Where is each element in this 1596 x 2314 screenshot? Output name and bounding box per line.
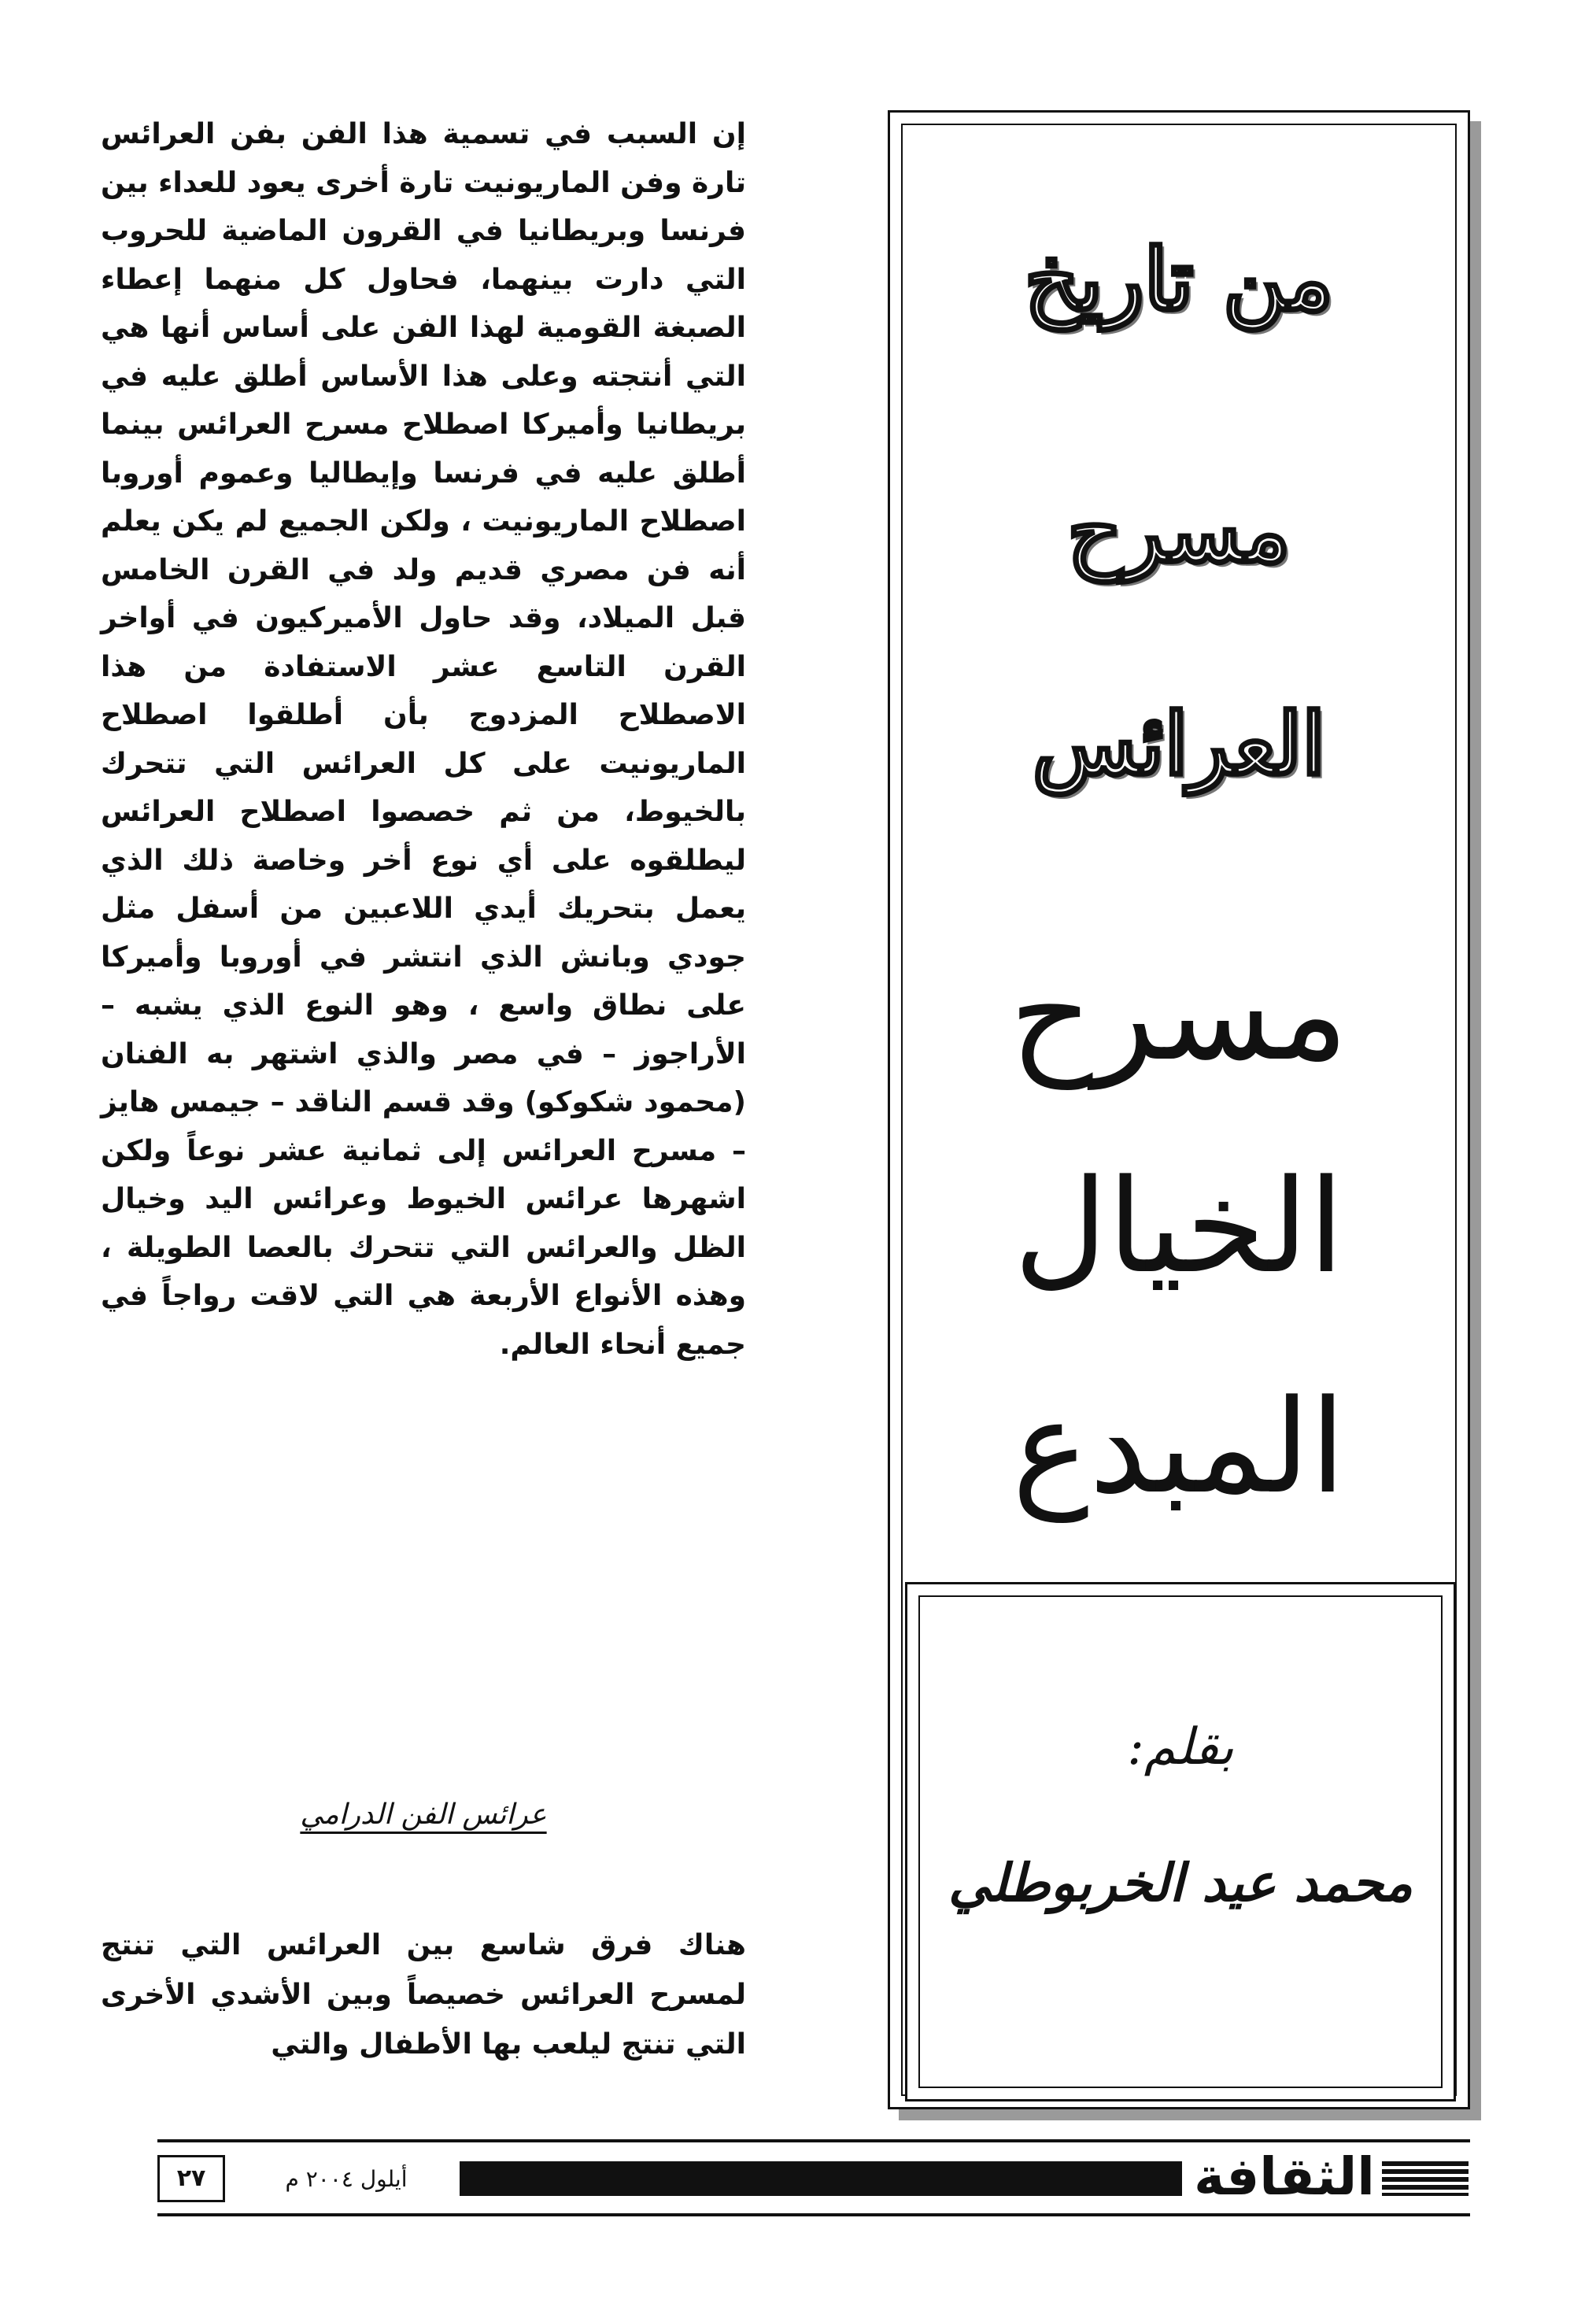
issue-date: أيلول ٢٠٠٤ م <box>285 2166 408 2192</box>
article-body <box>101 110 746 1369</box>
article-paragraph-1: إن السبب في تسمية هذا الفن بفن العرائس تارة وفن الماريونيت تارة أخرى يعود للعداء بين فرنسا وبريطانيا في القرون الماضية للحروب التي دارت بينهما، فحاول كل منهما إعطاء الصبغة القومية لهذا الفن على أساس أنها هي التي أنتجته وعلى هذا الأساس أطلق عليه في بريطانيا وأميركا اصطلاح مسرح العرائس بينما أطلق عليه في فرنسا وإيطاليا وعموم أوروبا اصطلاح الماريونيت ، ولكن الجميع لم يكن يعلم أنه فن مصري قديم ولد في القرن الخامس قبل الميلاد، وقد حاول الأميركيون في أواخر القرن التاسع عشر الاستفادة من هذا الاصطلاح المزدوج بأن أطلقوا اصطلاح الماريونيت على كل العرائس التي تتحرك بالخيوط، من ثم خصصوا اصطلاح العرائس ليطلقوه على أي نوع أخر وخاصة ذلك الذي يعمل بتحريك أيدي اللاعبين من أسفل مثل جودي وبانش الذي انتشر في أوروبا وأميركا على نطاق واسع ، وهو النوع الذي يشبه – الأراجوز – في مصر والذي اشتهر به الفنان (محمود شكوكو) وقد قسم الناقد – جيمس هايز – مسرح العرائس إلى ثمانية عشر نوعاً ولكن اشهرها عرائس الخيوط وعرائس اليد وخيال الظل والعرائس التي تتحرك بالعصا الطويلة ، وهذه الأنواع الأربعة هي التي لاقت رواجاً في جميع أنحاء العالم. <box>101 118 746 1361</box>
article-paragraph-2: هناك فرق شاسع بين العرائس التي تنتج لمسرح العرائس خصيصاً وبين الأشدي الأخرى التي تنتج ليلعب بها الأطفال والتي <box>101 1929 746 2061</box>
title-line-puppets: العرائس <box>1032 695 1326 794</box>
logo-stripes <box>1382 2161 1469 2196</box>
footer-bar <box>460 2161 1182 2196</box>
title-line-creative: المبدع <box>1012 1372 1346 1522</box>
title-line-imagination: الخيال <box>1013 1151 1344 1302</box>
byline-box-inner-border <box>918 1595 1443 2088</box>
byline-label: بقلم: <box>1127 1718 1234 1776</box>
article-continued <box>101 1920 746 2069</box>
title-line-from-history: من تاريخ <box>1024 231 1334 330</box>
byline-box <box>905 1582 1456 2101</box>
article-column <box>101 110 746 2125</box>
title-line-theatre-plain: مسرح <box>1009 939 1349 1089</box>
footer-rule-bottom <box>157 2213 1470 2216</box>
page-number: ٢٧ <box>157 2155 225 2202</box>
title-line-theatre: مسرح <box>1067 482 1291 582</box>
section-heading: عرائس الفن الدرامي <box>300 1798 547 1831</box>
magazine-logo: الثقافة <box>1194 2146 1375 2207</box>
author-name: محمد عيد الخربوطلي <box>948 1852 1413 1913</box>
